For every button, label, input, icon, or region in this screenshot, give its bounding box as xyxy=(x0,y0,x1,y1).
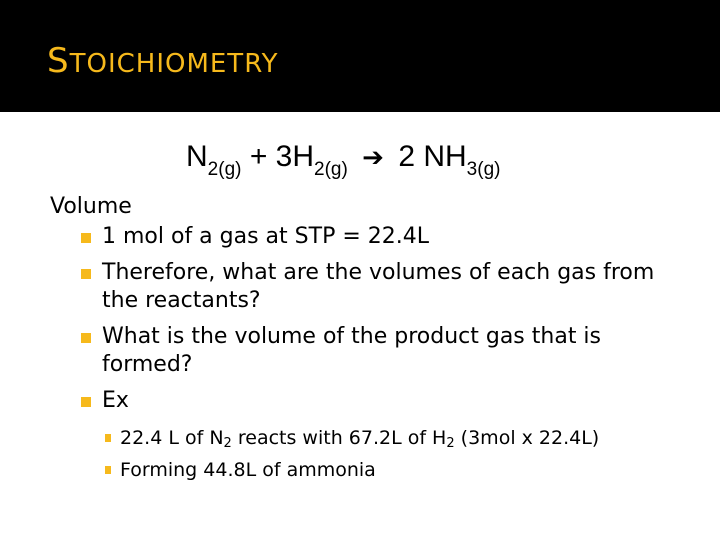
section-heading: Volume xyxy=(50,194,132,219)
eq-n2-sub: 2(g) xyxy=(207,159,242,180)
bullet-item xyxy=(50,259,690,315)
eq-h2-sub: 2(g) xyxy=(314,159,348,180)
sub-text: Forming 44.8L of ammonia xyxy=(120,459,376,481)
bullet-text: 1 mol of a gas at STP = 22.4L xyxy=(102,224,429,249)
small-square-bullet-icon xyxy=(105,434,111,442)
sub-text-b: reacts with 67.2L of H xyxy=(231,427,447,449)
slide-title xyxy=(47,41,279,81)
bullet-item xyxy=(50,323,690,379)
arrow-icon: ➔ xyxy=(362,142,384,172)
eq-product: 2 NH xyxy=(398,140,467,173)
title-initial: S xyxy=(47,41,70,81)
sub-text-a-sub: 2 xyxy=(223,436,232,451)
title-bar xyxy=(0,0,720,112)
bullet-item xyxy=(50,387,690,415)
bullet-item xyxy=(50,223,690,251)
bullet-text: Ex xyxy=(102,388,129,413)
sub-bullet-item xyxy=(50,457,690,483)
sub-text-c: (3mol x 22.4L) xyxy=(454,427,600,449)
eq-product-sub: 3(g) xyxy=(466,159,501,180)
eq-h2: + 3H xyxy=(249,140,315,173)
eq-n2: N xyxy=(186,140,208,173)
bullet-text: What is the volume of the product gas that is formed? xyxy=(102,324,602,377)
square-bullet-icon xyxy=(81,397,91,407)
chemical-equation xyxy=(186,140,501,180)
sub-text-a: 22.4 L of N xyxy=(120,427,224,449)
sub-text-b-sub: 2 xyxy=(446,436,455,451)
square-bullet-icon xyxy=(81,333,91,343)
slide-body xyxy=(50,192,690,483)
square-bullet-icon xyxy=(81,269,91,279)
title-rest: TOICHIOMETRY xyxy=(69,49,279,79)
square-bullet-icon xyxy=(81,233,91,243)
bullet-text: Therefore, what are the volumes of each gas from the reactants? xyxy=(102,260,655,313)
sub-bullet-item xyxy=(50,425,690,451)
small-square-bullet-icon xyxy=(105,466,111,474)
